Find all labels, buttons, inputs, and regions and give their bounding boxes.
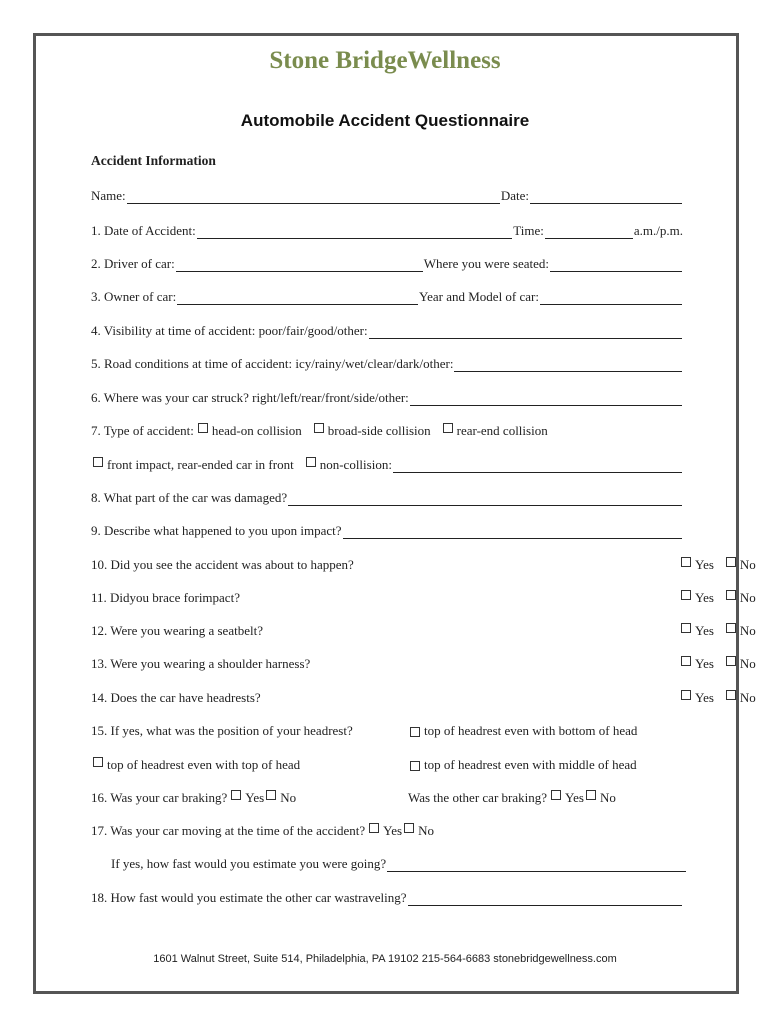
owner-field[interactable] [177,291,418,305]
checkbox-icon [410,727,420,737]
ampm-label: a.m./p.m. [633,223,683,238]
checkbox-icon [443,423,453,433]
checkbox-icon [314,423,324,433]
q12-no[interactable]: No [724,623,756,639]
checkbox-icon [681,656,691,666]
year-model-field[interactable] [540,291,682,305]
q14-no[interactable]: No [724,690,756,706]
brand-name: Stone BridgeWellness [269,47,501,74]
checkbox-icon [266,790,276,800]
q7-option-rear-end[interactable]: rear-end collision [441,423,548,439]
own-speed-field[interactable] [387,858,686,872]
q15-row-2 [91,755,683,773]
checkbox-icon [306,457,316,467]
q12-yes[interactable]: Yes [679,623,714,639]
checkbox-icon [726,656,736,666]
time-label: Time: [513,223,544,238]
checkbox-icon [726,623,736,633]
q16-other-label: Was the other car braking? [408,790,548,805]
q14-row [91,688,756,706]
q15-row [91,721,683,739]
checkbox-icon [369,823,379,833]
checkbox-icon [681,590,691,600]
page-border [33,33,739,994]
q13-label: 13. Were you wearing a shoulder harness? [91,656,311,671]
seated-label: Where you were seated: [423,256,549,271]
date-field[interactable] [530,190,682,204]
q9-row [91,521,683,539]
q17-sub-label: If yes, how fast would you estimate you were going? [111,856,387,871]
checkbox-icon [198,423,208,433]
q4-row [91,321,683,339]
q13-yes[interactable]: Yes [679,656,714,672]
non-collision-field[interactable] [393,459,682,473]
date-label: Date: [500,188,529,203]
name-label: Name: [91,188,126,203]
checkbox-icon [726,590,736,600]
q3-row [91,287,683,305]
q7-row [91,421,683,439]
q7-row-2 [91,455,683,473]
q5-row [91,354,683,372]
q17-sub-row [111,854,687,872]
checkbox-icon [410,761,420,771]
driver-field[interactable] [176,258,423,272]
q1-label: 1. Date of Accident: [91,223,196,238]
q10-label: 10. Did you see the accident was about to happen? [91,557,354,572]
q16-other-yes[interactable]: Yes [549,790,584,806]
q2-row [91,254,683,272]
q17-row [91,821,683,839]
checkbox-icon [93,757,103,767]
q8-row [91,488,683,506]
q6-label: 6. Where was your car struck? right/left/rear/front/side/other: [91,390,409,405]
footer-address: 1601 Walnut Street, Suite 514, Philadelphia, PA 19102 215-564-6683 stonebridgewellness.com [153,953,617,965]
q10-yes[interactable]: Yes [679,557,714,573]
q7-option-front-impact[interactable]: front impact, rear-ended car in front [91,457,294,473]
q1-row [91,221,683,239]
form-title: Automobile Accident Questionnaire [240,111,530,130]
q13-row [91,654,756,672]
struck-location-field[interactable] [410,392,682,406]
seated-field[interactable] [550,258,682,272]
q8-label: 8. What part of the car was damaged? [91,490,288,505]
q15-option-top[interactable]: top of headrest even with top of head [91,757,300,773]
q11-yes[interactable]: Yes [679,590,714,606]
q11-label: 11. Didyou brace forimpact? [91,590,240,605]
q12-row [91,621,756,639]
q7-option-non-collision[interactable]: non-collision: [304,457,392,473]
q7-label: 7. Type of accident: [91,423,194,438]
q3-label: 3. Owner of car: [91,289,177,304]
q11-row [91,588,756,606]
checkbox-icon [551,790,561,800]
checkbox-icon [681,623,691,633]
q12-label: 12. Were you wearing a seatbelt? [91,623,263,638]
q15-option-middle[interactable]: top of headrest even with middle of head [408,755,637,773]
q15-label: 15. If yes, what was the position of your headrest? [91,723,353,738]
q9-label: 9. Describe what happened to you upon impact? [91,523,342,538]
q7-option-head-on[interactable]: head-on collision [196,423,302,439]
visibility-field[interactable] [369,325,682,339]
q10-row [91,555,756,573]
q16-other-no[interactable]: No [584,790,616,806]
checkbox-icon [726,557,736,567]
q11-no[interactable]: No [724,590,756,606]
name-date-row [91,186,683,204]
impact-description-field[interactable] [343,525,682,539]
name-field[interactable] [127,190,500,204]
q4-label: 4. Visibility at time of accident: poor/fair/good/other: [91,323,368,338]
checkbox-icon [93,457,103,467]
q16-yes[interactable]: Yes [229,790,264,806]
checkbox-icon [404,823,414,833]
year-model-label: Year and Model of car: [419,289,539,304]
other-speed-field[interactable] [408,892,682,906]
q5-label: 5. Road conditions at time of accident: icy/rainy/wet/clear/dark/other: [91,356,454,371]
checkbox-icon [681,557,691,567]
q7-option-broad-side[interactable]: broad-side collision [312,423,431,439]
q15-option-bottom[interactable]: top of headrest even with bottom of head [408,721,637,739]
q17-label: 17. Was your car moving at the time of the accident? [91,823,366,838]
q2-label: 2. Driver of car: [91,256,175,271]
section-heading: Accident Information [91,153,216,168]
time-field[interactable] [545,225,633,239]
q17-yes[interactable]: Yes [367,823,402,839]
q16-no[interactable]: No [264,790,296,806]
checkbox-icon [586,790,596,800]
checkbox-icon [681,690,691,700]
q14-yes[interactable]: Yes [679,690,714,706]
checkbox-icon [231,790,241,800]
road-conditions-field[interactable] [454,358,682,372]
q16-label: 16. Was your car braking? [91,790,228,805]
q14-label: 14. Does the car have headrests? [91,690,261,705]
q17-no[interactable]: No [402,823,434,839]
q18-row [91,888,683,906]
accident-date-field[interactable] [197,225,513,239]
q10-no[interactable]: No [724,557,756,573]
q16-row [91,788,683,806]
q6-row [91,388,683,406]
checkbox-icon [726,690,736,700]
q18-label: 18. How fast would you estimate the other car wastraveling? [91,890,407,905]
damage-field[interactable] [288,492,682,506]
q13-no[interactable]: No [724,656,756,672]
